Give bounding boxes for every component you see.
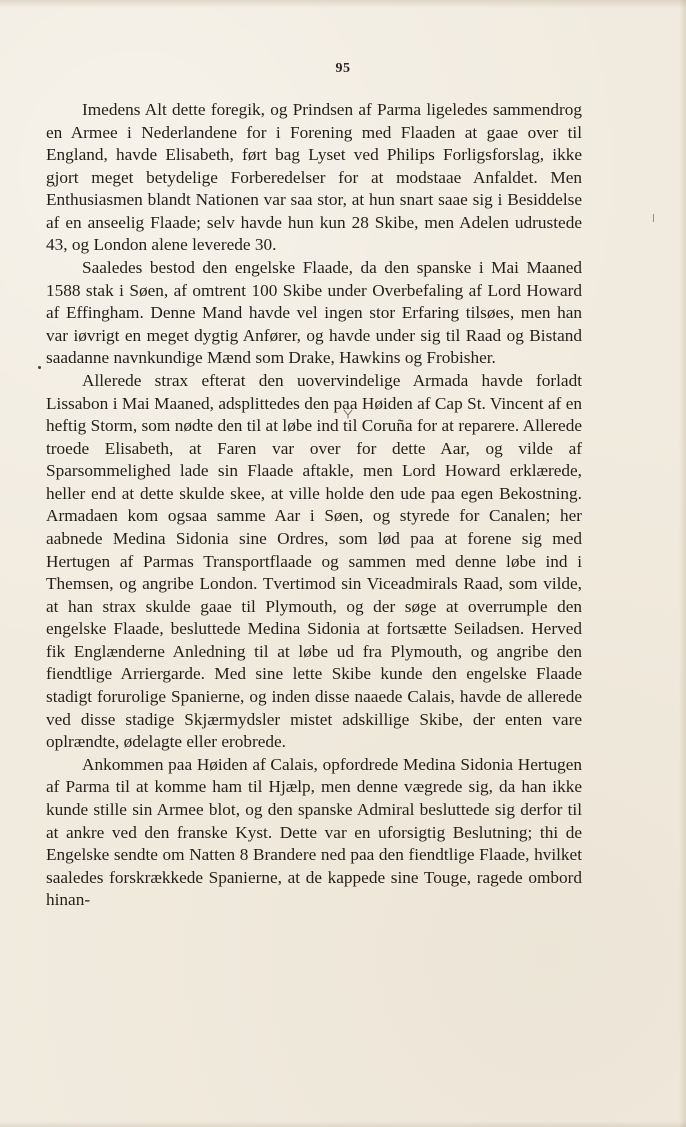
paragraph-1: Imedens Alt dette foregik, og Prindsen af Parma ligeledes sammendrog en Armee i Nederlandene for i Forening med Flaaden at gaae over til England, havde Elisabeth, ført bag Lyset ved Philips Forligsforslag, ikke gjort meget betydelige Forberedelser for at modstaae Anfaldet. Men Enthusiasmen blandt Nationen var saa stor, at hun snart saae sig i Besiddelse af en anseelig Flaade; selv havde hun kun 28 Skibe, men Adelen udrustede 43, og London alene leverede 30.	[46, 100, 582, 255]
paragraph-3: Allerede strax efterat den uovervindelige Armada havde forladt Lissabon i Mai Maaned, adsplittedes den paa Høiden af Cap St. Vincent af en heftig Storm, som nødte den til at løbe ind til Coruña for at reparere. Allerede troede Elisabeth, at Faren var over for dette Aar, og vilde af Sparsommelighed lade sin Flaade aftakle, men Lord Howard erklærede, heller end at dette skulde skee, at ville holde den ude paa egen Bekostning. Armadaen kom ogsaa samme Aar i Søen, og styrede for Canalen; her aabnede Medina Sidonia sine Ordres, som lød paa at forene sig med Hertugen af Parmas Transportflaade og sammen med denne løbe ind i Themsen, og angribe London. Tvertimod sin Viceadmirals Raad, som vilde, at han strax skulde gaae til Plymouth, og der søge at overrumple den engelske Flaade, besluttede Medina Sidonia at fortsætte Seiladsen. Herved fik Englænderne Anledning til at løbe ud fra Plymouth, og angribe den fiendtlige Arriergarde. Med sine lette Skibe kunde den engelske Flaade stadigt forurolige Spanierne, og inden disse naaede Calais, havde de allerede ved disse stadige Skjærmydsler mistet adskillige Skibe, der enten vare oplrændte, ødelagte eller erobrede.	[46, 370, 582, 752]
ink-dot-mark	[38, 366, 41, 369]
page-text	[46, 99, 582, 912]
paragraph-4: Ankommen paa Høiden af Calais, opfordrede Medina Sidonia Hertugen af Parma til at komme ham til Hjælp, men denne vægrede sig, da han ikke kunde stille sin Armee blot, og den spanske Admiral besluttede sig derfor til at ankre ved den franske Kyst. Dette var en uforsigtig Beslutning; thi de Engelske sendte om Natten 8 Brandere ned paa den fiendtlige Flaade, hvilket saaledes forskrækkede Spanierne, at de kappede sine Touge, ragede ombord hinan-	[46, 754, 582, 910]
page-number: 95	[335, 61, 351, 76]
margin-line-mark	[653, 214, 654, 222]
pencil-mark-icon	[343, 409, 353, 419]
paragraph-2: Saaledes bestod den engelske Flaade, da den spanske i Mai Maaned 1588 stak i Søen, af omtrent 100 Skibe under Overbefaling af Lord Howard af Effingham. Denne Mand havde vel ingen stor Erfaring tilsøes, men han var iøvrigt en meget dygtig Anfører, og havde under sig til Raad og Bistand saadanne navnkundige Mænd som Drake, Hawkins og Frobisher.	[46, 258, 582, 368]
page-right-shadow	[679, 0, 686, 1127]
page-top-shadow	[0, 0, 686, 8]
page-bottom-shadow	[0, 1121, 686, 1127]
